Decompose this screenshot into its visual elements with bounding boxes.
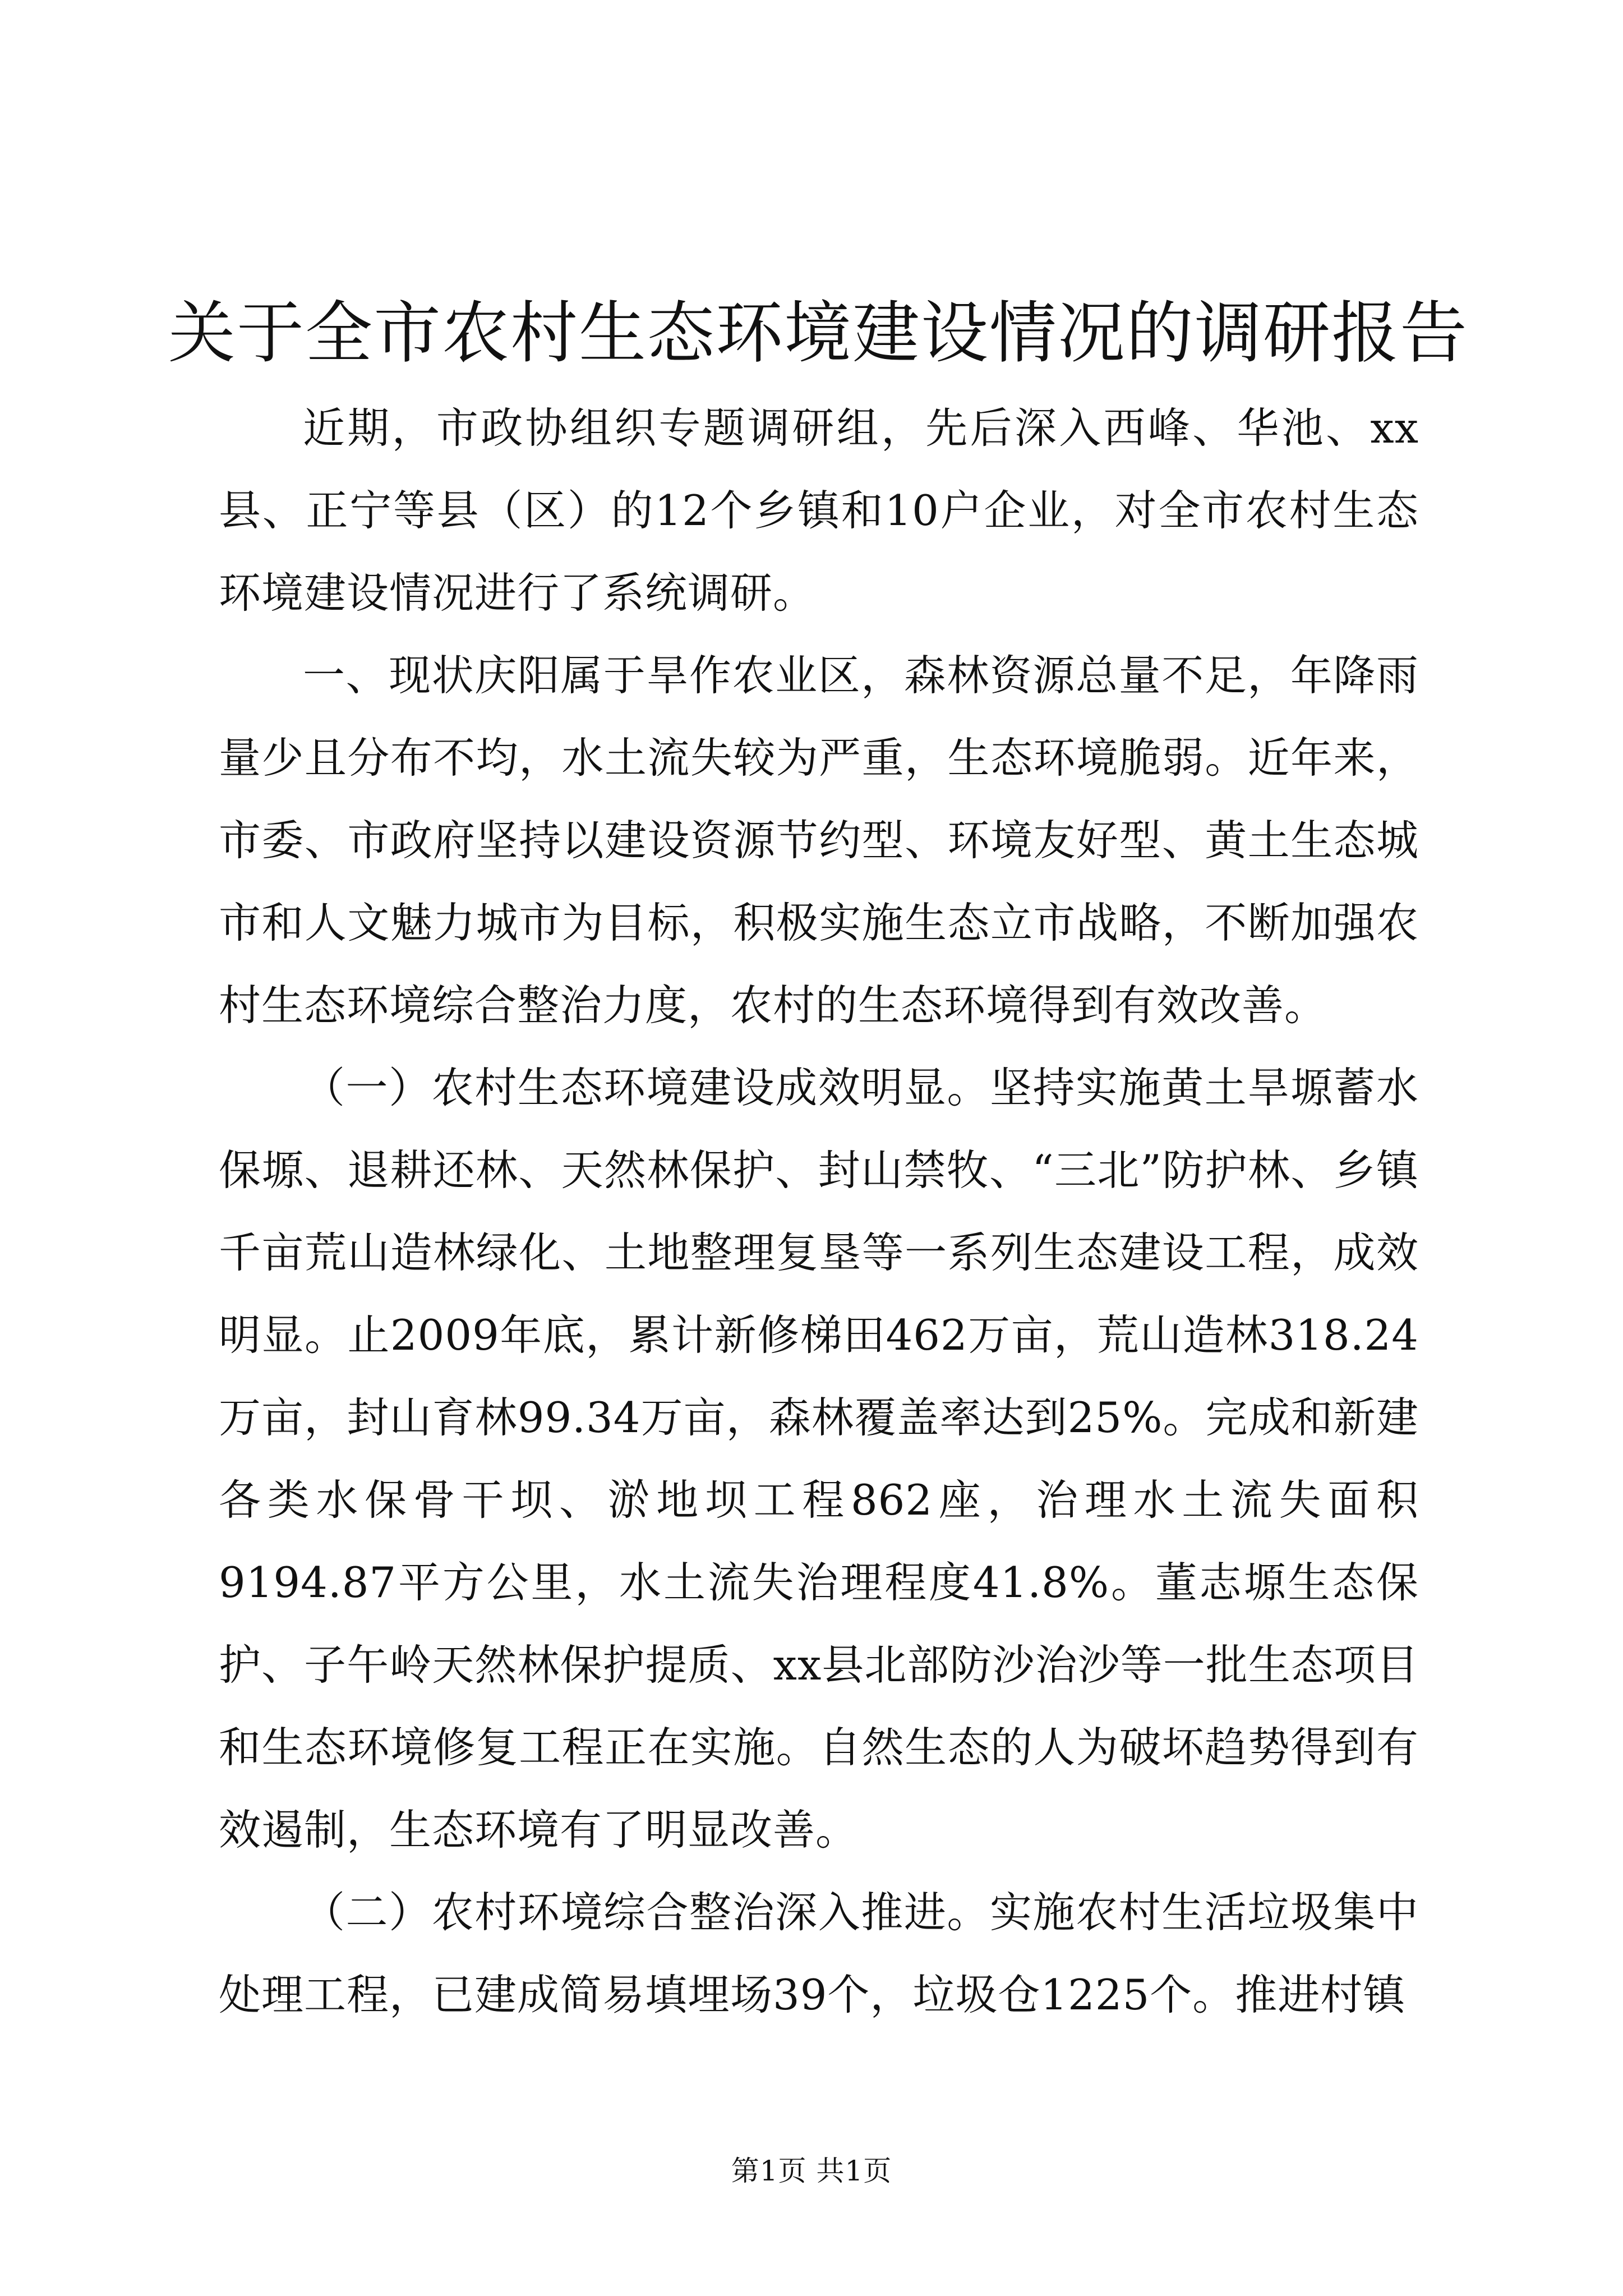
paragraph-section-1: （一）农村生态环境建设成效明显。坚持实施黄土旱塬蓄水保塬、退耕还林、天然林保护、封山禁牧、“三北”防护林、乡镇千亩荒山造林绿化、土地整理复垦等一系列生态建设工程，成效明显。止2009年底，累计新修梯田462万亩，荒山造林318.24万亩，封山育林99.34万亩，森林覆盖率达到25%。完成和新建各类水保骨干坝、淤地坝工程862座，治理水土流失面积9194.87平方公里，水土流失治理程度41.8%。董志塬生态保护、子午岭天然林保护提质、xx县北部防沙治沙等一批生态项目和生态环境修复工程正在实施。自然生态的人为破坏趋势得到有效遏制，生态环境有了明显改善。: [219, 1063, 1419, 1855]
document-body: [219, 387, 1419, 2036]
paragraph-status: 一、现状庆阳属于旱作农业区，森林资源总量不足，年降雨量少且分布不均，水土流失较为严重，生态环境脆弱。近年来，市委、市政府坚持以建设资源节约型、环境友好型、黄土生态城市和人文魅力城市为目标，积极实施生态立市战略，不断加强农村生态环境综合整治力度，农村的生态环境得到有效改善。: [219, 651, 1419, 1030]
document-title: 关于全市农村生态环境建设情况的调研报告: [168, 295, 1468, 372]
paragraph-section-2: （二）农村环境综合整治深入推进。实施农村生活垃圾集中处理工程，已建成简易填埋场39个，垃圾仓1225个。推进村镇: [219, 1888, 1419, 2019]
paragraph-intro: 近期，市政协组织专题调研组，先后深入西峰、华池、xx县、正宁等县（区）的12个乡镇和10户企业，对全市农村生态环境建设情况进行了系统调研。: [219, 403, 1419, 618]
page-number-footer: 第1页 共1页: [731, 2155, 892, 2187]
